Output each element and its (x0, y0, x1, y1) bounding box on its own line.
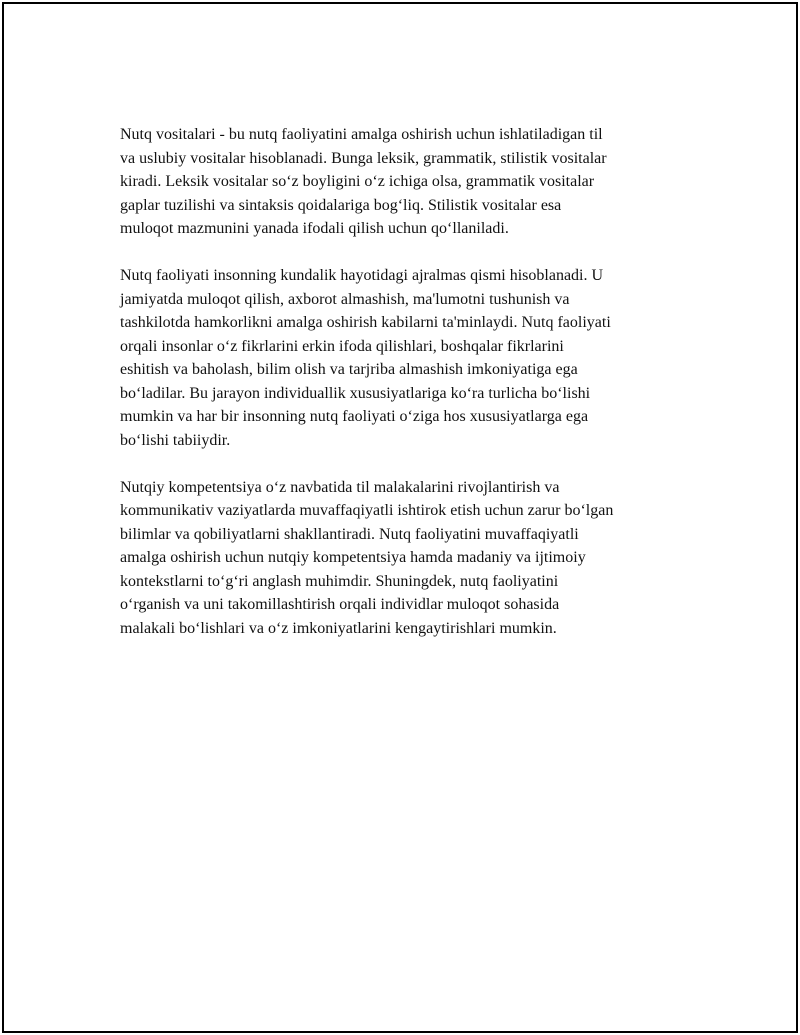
text-line: kommunikativ vaziyatlarda muvaffaqiyatli ishtirok etish uchun zarur bo‘lgan (120, 502, 614, 519)
paragraph-1 (120, 123, 700, 241)
text-line: o‘rganish va uni takomillashtirish orqali individlar muloqot sohasida (120, 596, 560, 613)
text-line: Nutqiy kompetentsiya o‘z navbatida til malakalarini rivojlantirish va (120, 478, 560, 496)
text-line: bilimlar va qobiliyatlarni shakllantiradi. Nutq faoliyatini muvaffaqiyatli (120, 525, 579, 543)
text-line: Nutq vositalari - bu nutq faoliyatini amalga oshirish uchun ishlatiladigan til (120, 126, 603, 143)
text-line: jamiyatda muloqot qilish, axborot almashish, ma'lumotni tushunish va (120, 290, 570, 308)
text-line: bo‘lishi tabiiydir. (120, 431, 231, 449)
text-line: gaplar tuzilishi va sintaksis qoidalariga bog‘liq. Stilistik vositalar esa (120, 196, 562, 214)
paragraph-3 (120, 476, 700, 641)
text-line: orqali insonlar o‘z fikrlarini erkin ifoda qilishlari, boshqalar fikrlarini (120, 337, 564, 355)
text-line: kontekstlarni to‘g‘ri anglash muhimdir. Shuningdek, nutq faoliyatini (120, 572, 559, 590)
document-page (2, 2, 798, 1033)
text-line: tashkilotda hamkorlikni amalga oshirish kabilarni ta'minlaydi. Nutq faoliyati (120, 314, 611, 331)
text-line: eshitish va baholash, bilim olish va tarjriba almashish imkoniyatiga ega (120, 361, 578, 378)
text-line: muloqot mazmunini yanada ifodali qilish uchun qo‘llaniladi. (120, 220, 509, 237)
text-line: Nutq faoliyati insonning kundalik hayotidagi ajralmas qismi hisoblanadi. U (120, 267, 604, 284)
text-line: va uslubiy vositalar hisoblanadi. Bunga leksik, grammatik, stilistik vositalar (120, 149, 607, 167)
text-line: kiradi. Leksik vositalar so‘z boyligini o‘z ichiga olsa, grammatik vositalar (120, 173, 595, 190)
document-body (120, 123, 700, 664)
text-line: malakali bo‘lishlari va o‘z imkoniyatlarini kengaytirishlari mumkin. (120, 619, 557, 637)
text-line: bo‘ladilar. Bu jarayon individuallik xususiyatlariga ko‘ra turlicha bo‘lishi (120, 384, 591, 402)
text-line: amalga oshirish uchun nutqiy kompetentsiya hamda madaniy va ijtimoiy (120, 549, 586, 566)
paragraph-2 (120, 264, 700, 452)
text-line: mumkin va har bir insonning nutq faoliyati o‘ziga hos xususiyatlarga ega (120, 408, 589, 425)
